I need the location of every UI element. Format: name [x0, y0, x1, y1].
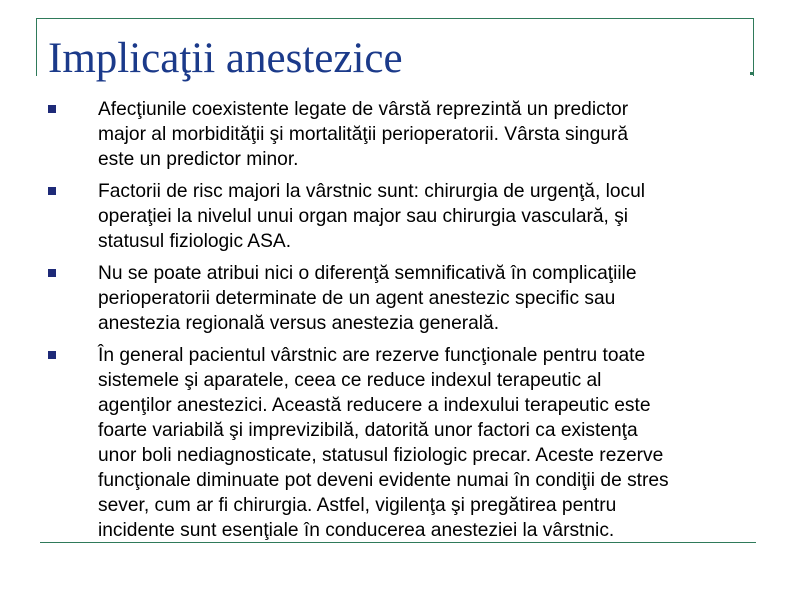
title-frame-left-line [36, 18, 37, 76]
title-frame-dot [750, 72, 754, 75]
bullet-item [48, 343, 800, 543]
square-bullet-icon [48, 269, 56, 277]
square-bullet-icon [48, 187, 56, 195]
bullet-text: Nu se poate atribui nici o diferenţă semnificativă în complicaţiile perioperatorii determinate de un agent anestezic specific sau anestezia regională versus anestezia generală. [98, 263, 637, 334]
bullet-item [48, 179, 800, 254]
title-frame-right-line [753, 18, 754, 76]
bullet-list [48, 97, 800, 550]
bullet-text: Afecţiunile coexistente legate de vârstă reprezintă un predictor major al morbidităţii şi mortalităţii perioperatorii. Vârsta singură este un predictor minor. [98, 99, 629, 170]
bullet-text: În general pacientul vârstnic are rezerve funcţionale pentru toate sistemele şi aparatele, ceea ce reduce indexul terapeutic al agenţilor anestezici. Această reducere a indexului terapeutic este foarte variabilă şi imprevizibilă, datorită unor factori ca existenţa unor boli nediagnosticate, statusul fiziologic precar. Aceste rezerve funcţionale diminuate pot deveni evidente numai în condiţii de stres sever, cum ar fi chirurgia. Astfel, vigilenţa şi pregătirea pentru incidente sunt esenţiale în conducerea anesteziei la vârstnic. [98, 345, 669, 541]
square-bullet-icon [48, 351, 56, 359]
bottom-rule [40, 542, 756, 543]
bullet-item [48, 97, 800, 172]
slide-title: Implicaţii anestezice [48, 35, 403, 82]
title-frame-top-line [36, 18, 754, 19]
bullet-text: Factorii de risc majori la vârstnic sunt: chirurgia de urgenţă, locul operaţiei la nivelul unui organ major sau chirurgia vasculară, şi statusul fiziologic ASA. [98, 181, 646, 252]
square-bullet-icon [48, 105, 56, 113]
bullet-item [48, 261, 800, 336]
